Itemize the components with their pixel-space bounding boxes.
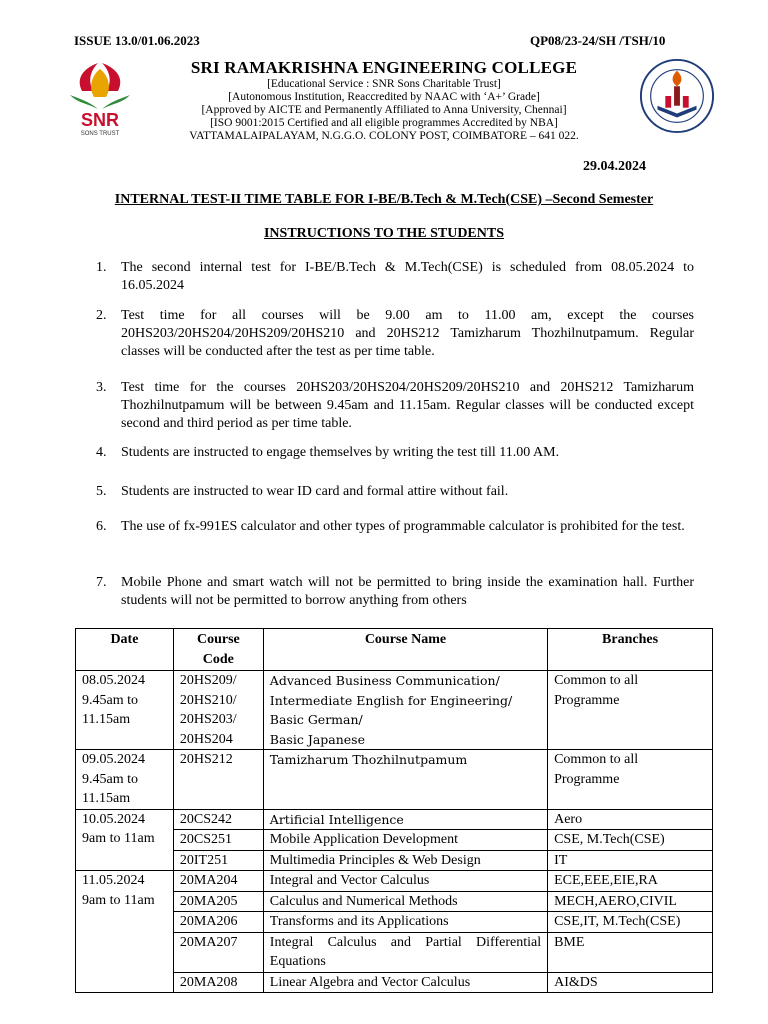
branches-cell xyxy=(548,671,713,750)
instruction-item xyxy=(96,444,694,462)
college-header xyxy=(150,58,618,143)
header-course-name: Course Name xyxy=(263,629,547,671)
instruction-number: 2. xyxy=(96,308,107,323)
course-name: Intermediate English for Engineering/ xyxy=(269,692,513,708)
name-cell: Integral and Vector Calculus xyxy=(263,871,547,892)
branches-cell: IT xyxy=(548,850,713,871)
code-cell: 20HS212 xyxy=(173,750,263,810)
date-cell xyxy=(76,750,174,810)
exam-date: 08.05.2024 xyxy=(82,673,145,688)
instruction-number: 3. xyxy=(96,380,107,395)
name-cell: Calculus and Numerical Methods xyxy=(263,891,547,912)
sub-line: [ISO 9001:2015 Certified and all eligible programmes Accredited by NBA] xyxy=(210,117,558,129)
instruction-number: 6. xyxy=(96,519,107,534)
instruction-text: Students are instructed to engage themselves by writing the test till 11.00 AM. xyxy=(121,445,560,460)
logo-lettering: SNR xyxy=(80,110,120,130)
name-cell: Linear Algebra and Vector Calculus xyxy=(263,972,547,993)
instruction-text: Test time for the courses 20HS203/20HS204/20HS209/20HS210 and 20HS212 Tamizharum Thozhilnutpamum will be between 9.45am and 11.15am. Regular classes will be conducted except second and third period as per time table. xyxy=(121,380,694,431)
college-address: VATTAMALAIPALAYAM, N.G.G.O. COLONY POST, COIMBATORE – 641 022. xyxy=(189,130,579,142)
header-course-code: Course Code xyxy=(173,629,263,671)
exam-time: 9.45am to xyxy=(82,692,138,708)
branches: Programme xyxy=(554,692,620,708)
exam-time: 11.15am xyxy=(82,791,131,806)
issue-date: 29.04.2024 xyxy=(583,159,646,174)
exam-time: 9am to 11am xyxy=(82,892,155,908)
timetable xyxy=(75,628,713,993)
course-name: Basic German/ xyxy=(269,712,363,727)
course-code: 20HS204 xyxy=(179,731,233,747)
table-row xyxy=(76,809,713,830)
code-cell: 20MA204 xyxy=(173,871,263,892)
branches: Common to all xyxy=(554,752,639,767)
snr-sons-trust-logo xyxy=(60,57,140,137)
course-code: 20HS210/ xyxy=(179,692,237,708)
sub-line: [Autonomous Institution, Reaccredited by NAAC with ‘A+’ Grade] xyxy=(228,91,540,103)
sub-line: [Approved by AICTE and Permanently Affiliated to Anna University, Chennai] xyxy=(201,104,567,116)
instruction-number: 7. xyxy=(96,575,107,590)
code-cell: 20MA208 xyxy=(173,972,263,993)
table-header-row xyxy=(76,629,713,671)
course-name: Basic Japanese xyxy=(269,731,365,747)
branches-cell: CSE,IT, M.Tech(CSE) xyxy=(548,912,713,933)
code-cell: 20MA207 xyxy=(173,932,263,972)
branches: Programme xyxy=(554,771,620,787)
instruction-item xyxy=(96,259,694,295)
code-cell: 20CS242 xyxy=(173,809,263,830)
name-cell: Integral Calculus and Partial Differential Equations xyxy=(263,932,547,972)
table-row xyxy=(76,671,713,750)
srec-emblem xyxy=(638,56,716,136)
instruction-item xyxy=(96,574,694,610)
instruction-text: Mobile Phone and smart watch will not be permitted to bring inside the examination hall. Further students will not be permitted to borrow anything from others xyxy=(121,575,694,608)
document-code: QP08/23-24/SH /TSH/10 xyxy=(530,33,666,48)
course-name: Advanced Business Communication/ xyxy=(269,673,500,688)
code-cell: 20MA205 xyxy=(173,891,263,912)
date-cell xyxy=(76,671,174,750)
instruction-text: The second internal test for I-BE/B.Tech & M.Tech(CSE) is scheduled from 08.05.2024 to 16.05.2024 xyxy=(121,260,694,293)
college-name: SRI RAMAKRISHNA ENGINEERING COLLEGE xyxy=(190,58,578,77)
branches-cell xyxy=(548,750,713,810)
code-cell: 20CS251 xyxy=(173,830,263,851)
course-code: 20HS203/ xyxy=(179,712,237,727)
branches: Common to all xyxy=(554,673,639,688)
instruction-text: Students are instructed to wear ID card and formal attire without fail. xyxy=(121,484,509,499)
exam-time: 9.45am to xyxy=(82,771,138,787)
instruction-item xyxy=(96,379,694,433)
exam-time: 9am to 11am xyxy=(82,831,155,846)
instruction-number: 5. xyxy=(96,484,107,499)
exam-time: 11.15am xyxy=(82,712,131,727)
instruction-text: The use of fx-991ES calculator and other types of programmable calculator is prohibited for the test. xyxy=(121,519,685,534)
logo-caption: SONS TRUST xyxy=(80,131,120,137)
exam-date: 11.05.2024 xyxy=(82,873,145,888)
instruction-text: Test time for all courses will be 9.00 am to 11.00 am, except the courses 20HS203/20HS204/20HS209/20HS210 and 20HS212 Tamizharum Thozhilnutpamum. Regular classes will be conducted after the test as per time table. xyxy=(121,308,694,359)
branches-cell: ECE,EEE,EIE,RA xyxy=(548,871,713,892)
instruction-item xyxy=(96,307,694,361)
instruction-number: 1. xyxy=(96,260,107,275)
sub-line: [Educational Service : SNR Sons Charitable Trust] xyxy=(267,78,501,90)
name-cell: Tamizharum Thozhilnutpamum xyxy=(263,750,547,810)
code-cell xyxy=(173,671,263,750)
table-row xyxy=(76,750,713,810)
name-cell: Transforms and its Applications xyxy=(263,912,547,933)
branches-cell: Aero xyxy=(548,809,713,830)
branches-cell: BME xyxy=(548,932,713,972)
instruction-item xyxy=(96,518,694,536)
instruction-item xyxy=(96,483,694,501)
date-cell xyxy=(76,809,174,871)
instruction-number: 4. xyxy=(96,445,107,460)
header-date: Date xyxy=(76,629,174,671)
section-heading: INSTRUCTIONS TO THE STUDENTS xyxy=(263,226,505,241)
code-cell: 20IT251 xyxy=(173,850,263,871)
issue-number: ISSUE 13.0/01.06.2023 xyxy=(74,33,200,48)
exam-date: 09.05.2024 xyxy=(82,752,145,767)
course-code: 20HS209/ xyxy=(179,673,237,688)
page-title: INTERNAL TEST-II TIME TABLE FOR I-BE/B.Tech & M.Tech(CSE) –Second Semester xyxy=(114,192,654,207)
branches-cell: CSE, M.Tech(CSE) xyxy=(548,830,713,851)
date-cell xyxy=(76,871,174,993)
exam-date: 10.05.2024 xyxy=(82,811,145,827)
name-cell: Multimedia Principles & Web Design xyxy=(263,850,547,871)
branches-cell: AI&DS xyxy=(548,972,713,993)
header-branches: Branches xyxy=(548,629,713,671)
code-cell: 20MA206 xyxy=(173,912,263,933)
name-cell: Mobile Application Development xyxy=(263,830,547,851)
table-row xyxy=(76,871,713,892)
name-cell xyxy=(263,671,547,750)
branches-cell: MECH,AERO,CIVIL xyxy=(548,891,713,912)
name-cell: Artificial Intelligence xyxy=(263,809,547,830)
